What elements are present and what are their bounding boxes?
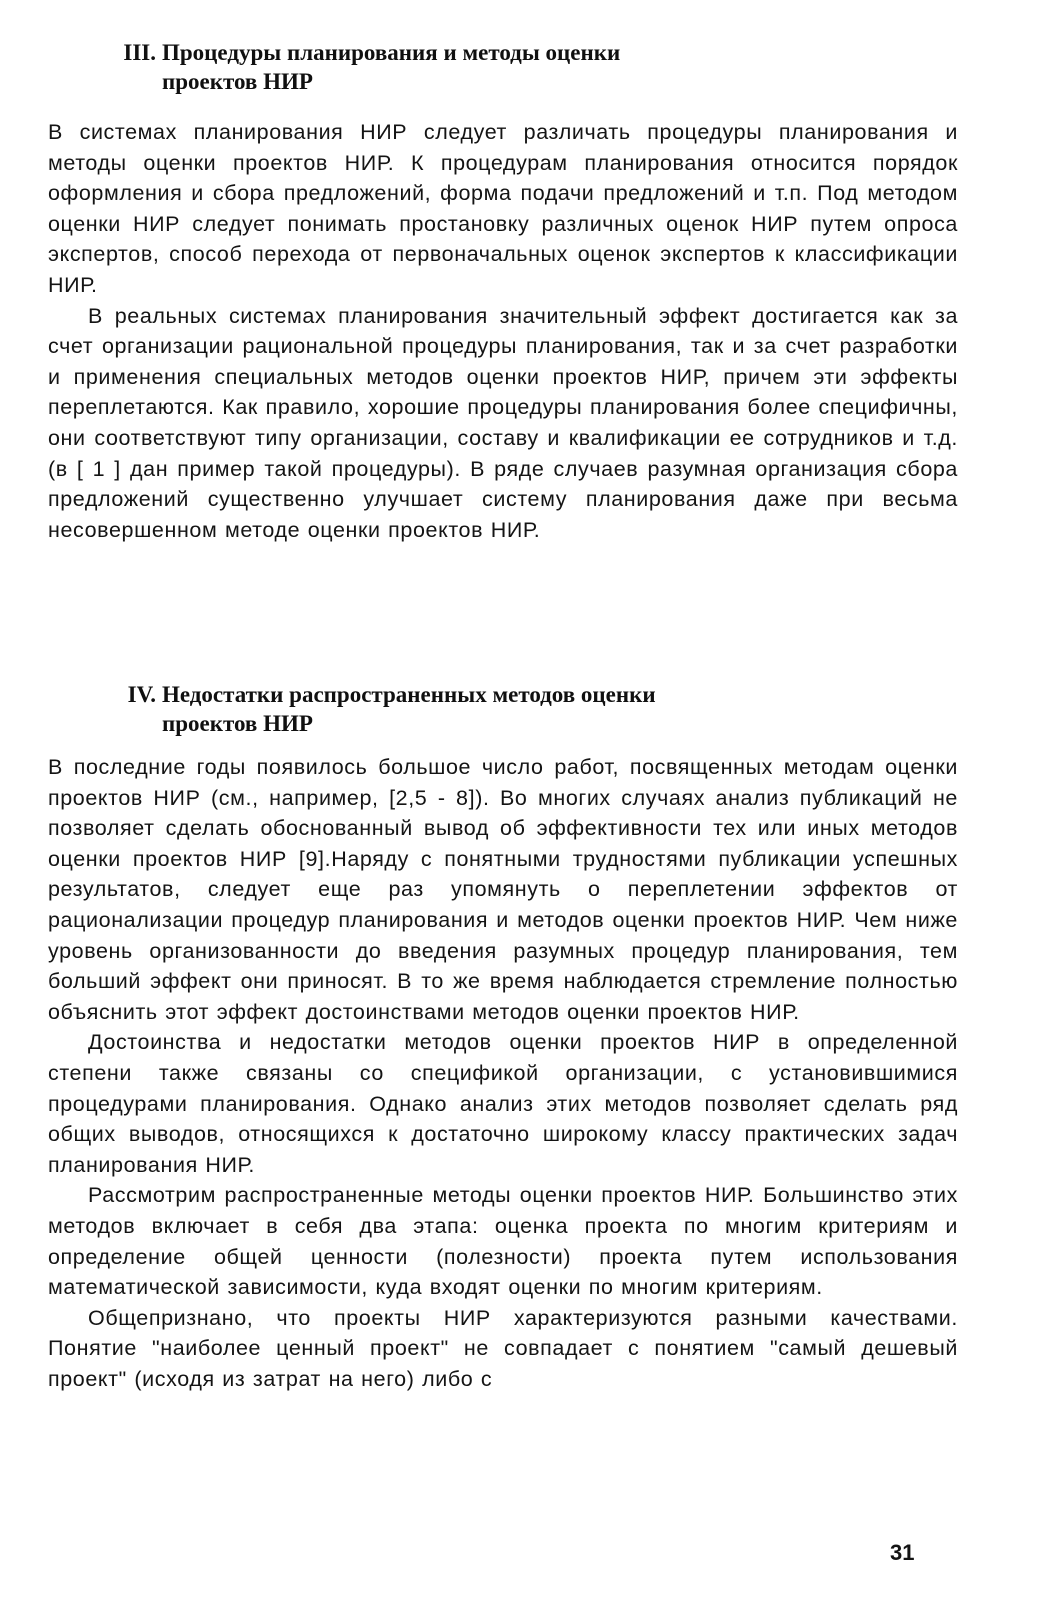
section-4-heading xyxy=(100,680,958,738)
section-3-paragraph-2: В реальных системах планирования значительный эффект достигается как за счет организации рациональной процедуры планирования, так и за счет разработки и применения специальных методов оценки проектов НИР, причем эти эффекты переплетаются. Как правило, хорошие процедуры планирования более специфичны, они соответствуют типу организации, составу и квалификации ее сотрудников и т.д. (в [ 1 ] дан пример такой процедуры). В ряде случаев разумная организация сбора предложений существенно улучшает систему планирования даже при весьма несовершенном методе оценки проектов НИР. xyxy=(48,303,958,542)
section-4 xyxy=(48,680,958,1394)
section-4-paragraph-4: Общепризнано, что проекты НИР характеризуются разными качествами. Понятие "наиболее ценный проект" не совпадает с понятием "самый дешевый проект" (исходя из затрат на него) либо с xyxy=(48,1305,958,1391)
section-4-number: IV. xyxy=(127,682,156,707)
section-4-title-line1: Недостатки распространенных методов оценки xyxy=(162,682,656,707)
section-4-paragraph-2: Достоинства и недостатки методов оценки проектов НИР в определенной степени также связаны со спецификой организации, с установившимися процедурами планирования. Однако анализ этих методов позволяет сделать ряд общих выводов, относящихся к достаточно широкому классу практических задач планирования НИР. xyxy=(48,1030,958,1177)
section-4-paragraph-3: Рассмотрим распространенные методы оценки проектов НИР. Большинство этих методов включает в себя два этапа: оценка проекта по многим критериям и определение общей ценности (полезности) проекта путем использования математической зависимости, куда входят оценки по многим критериям. xyxy=(48,1183,958,1300)
section-3-number: III. xyxy=(123,40,156,65)
section-3-heading xyxy=(100,38,958,96)
section-3-paragraph-1: В системах планирования НИР следует различать процедуры планирования и методы оценки проектов НИР. К процедурам планирования относится порядок оформления и сбора предложений, форма подачи предложений и т.п. Под методом оценки НИР следует понимать простановку различных оценок НИР путем опроса экспертов, способ перехода от первоначальных оценок экспертов к классификации НИР. xyxy=(48,120,958,297)
section-4-title-line2: проектов НИР xyxy=(162,711,313,736)
section-4-heading-line1 xyxy=(100,680,958,709)
section-3 xyxy=(48,38,958,545)
section-3-heading-line1 xyxy=(100,38,958,67)
page-number: 31 xyxy=(890,1540,915,1565)
section-3-title-line2: проектов НИР xyxy=(162,69,313,94)
section-4-paragraph-1: В последние годы появилось большое число работ, посвященных методам оценки проектов НИР (см., например, [2,5 - 8]). Во многих случаях анализ публикаций не позволяет сделать обоснованный вывод об эффективности тех или иных методов оценки проектов НИР [9].Наряду с понятными трудностями публикации успешных результатов, следует еще раз упомянуть о переплетении эффектов от рационализации процедур планирования и методов оценки проектов НИР. Чем ниже уровень организованности до введения разумных процедур планирования, тем больший эффект они приносят. В то же время наблюдается стремление полностью объяснить этот эффект достоинствами методов оценки проектов НИР. xyxy=(48,755,958,1024)
section-3-title-line1: Процедуры планирования и методы оценки xyxy=(162,40,621,65)
